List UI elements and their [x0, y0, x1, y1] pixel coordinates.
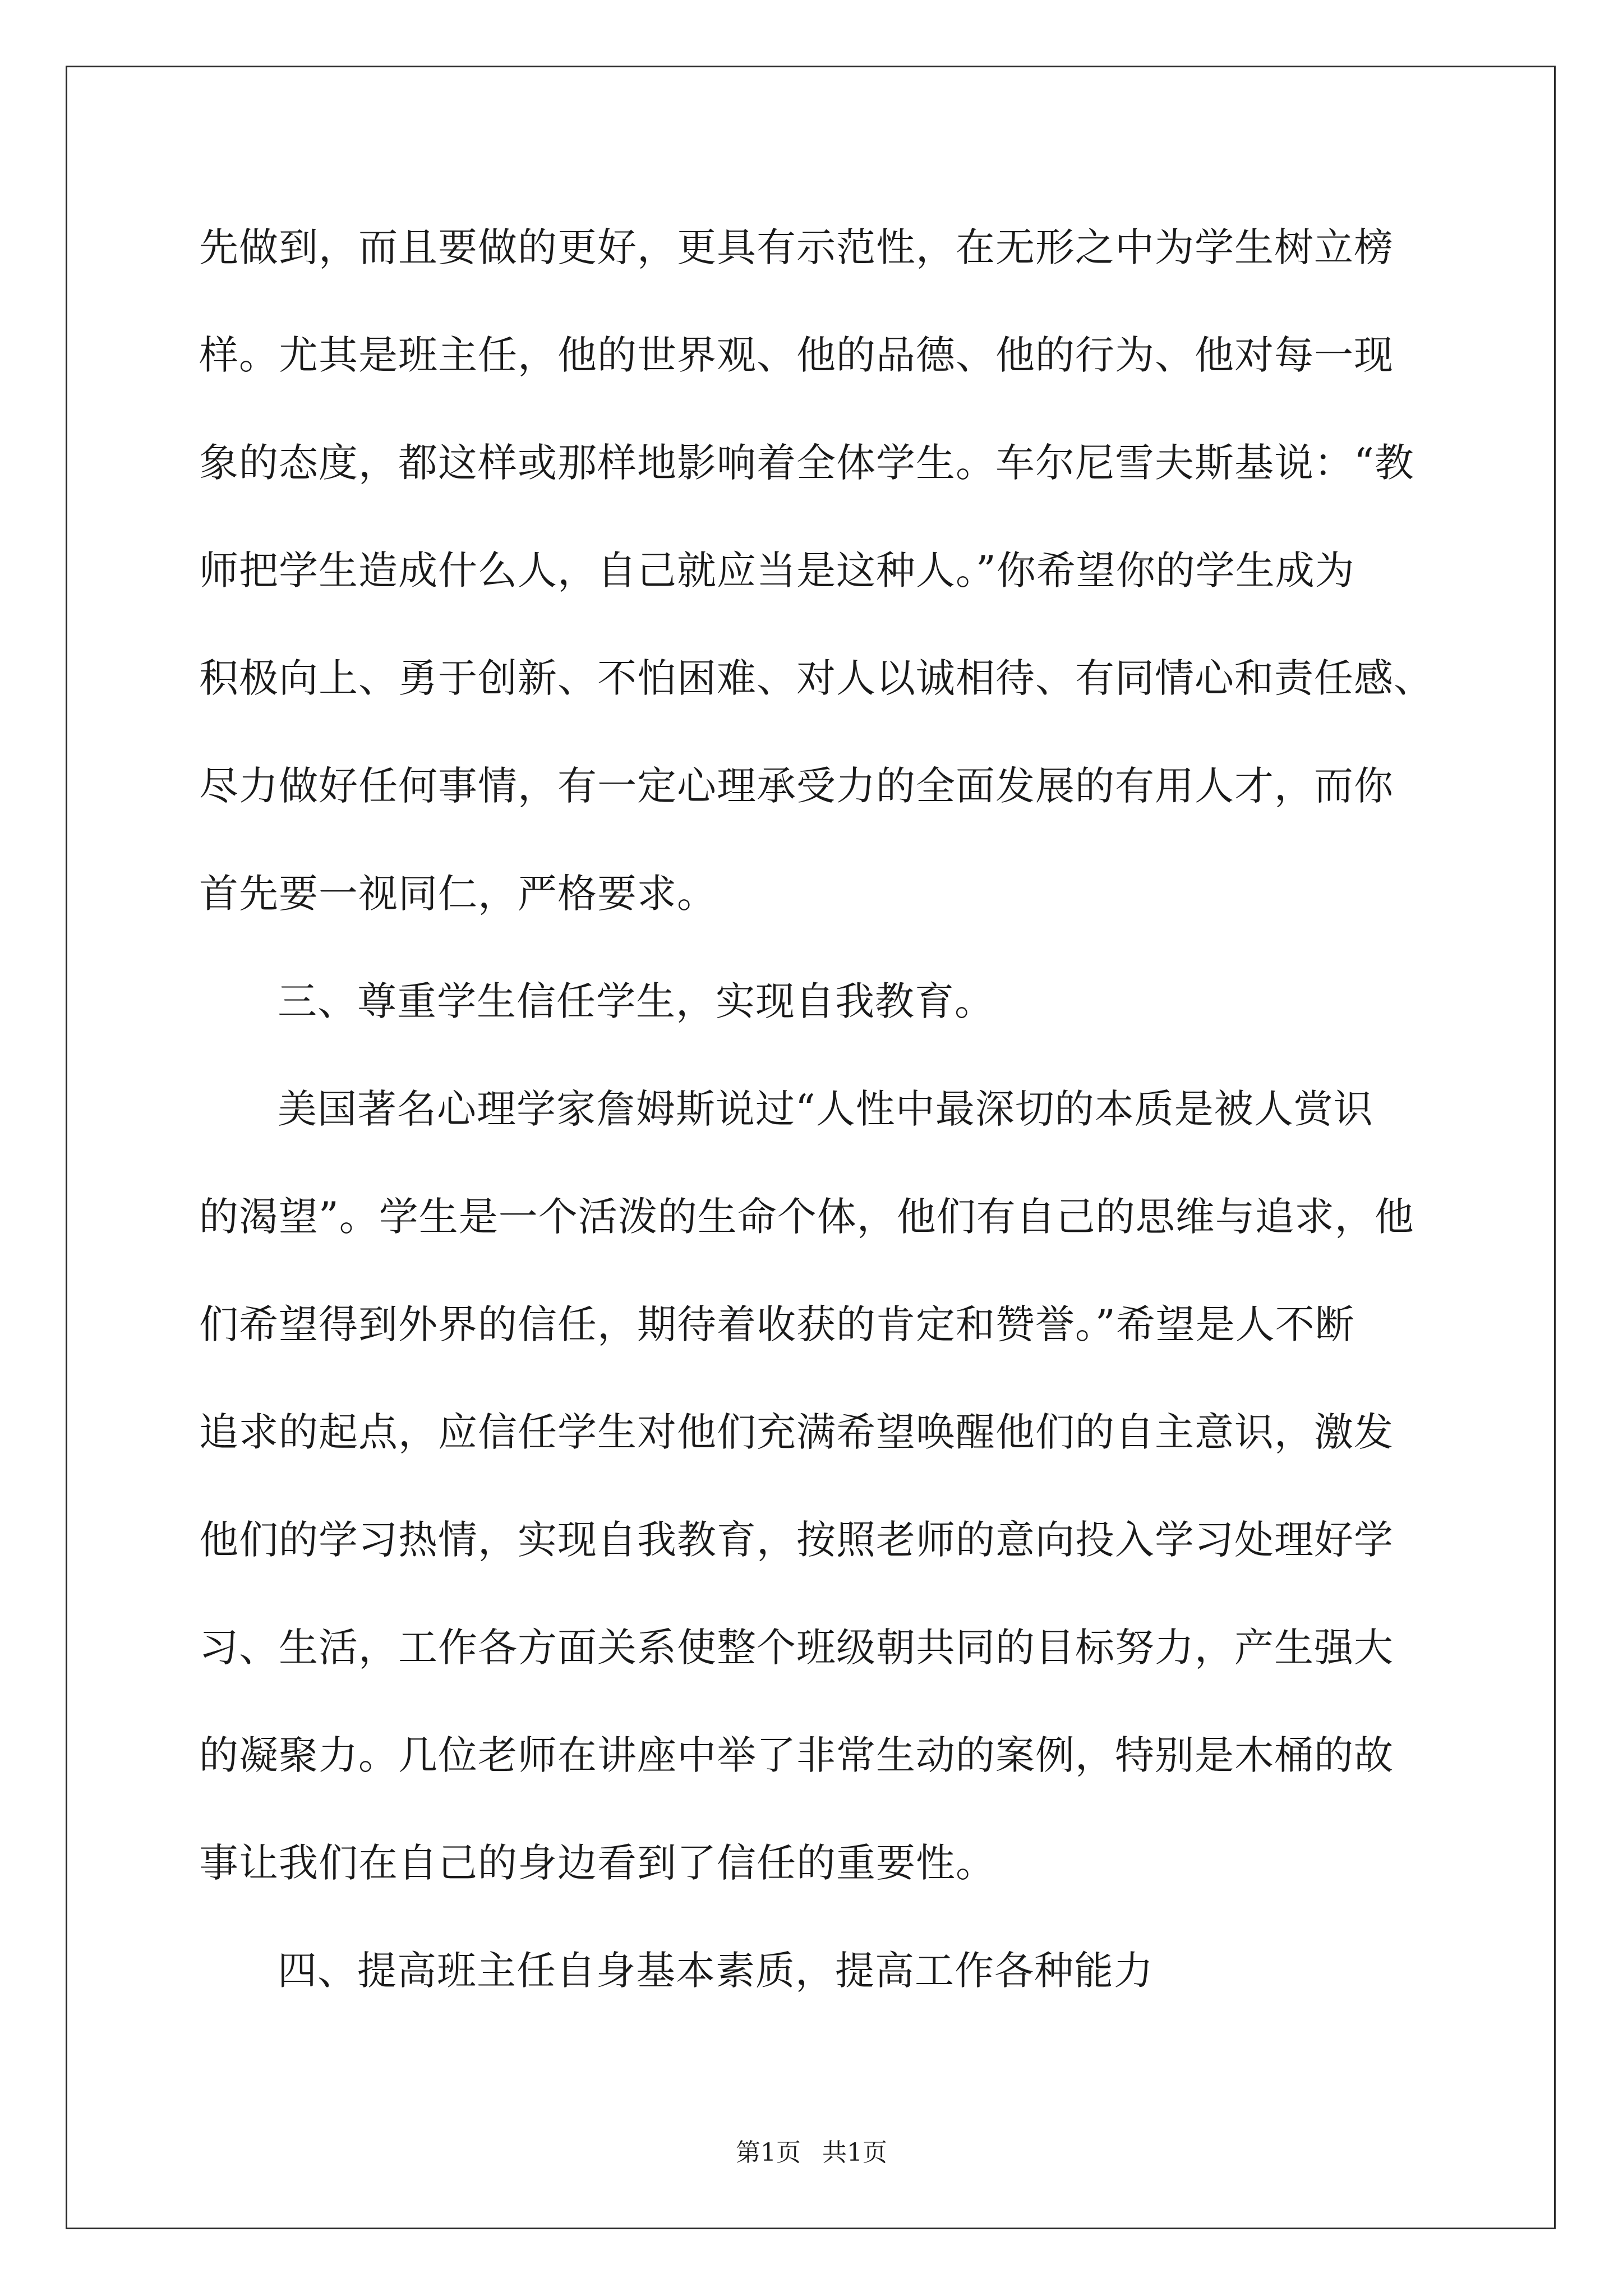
- paragraph-line: 先做到，而且要做的更好，更具有示范性，在无形之中为学生树立榜: [199, 224, 1394, 270]
- section-heading: 三、尊重学生信任学生，实现自我教育。: [278, 978, 994, 1024]
- paragraph-line: 们希望得到外界的信任，期待着收获的肯定和赞誉。”希望是人不断: [199, 1301, 1355, 1347]
- paragraph-line: 习、生活，工作各方面关系使整个班级朝共同的目标努力，产生强大: [199, 1625, 1394, 1671]
- paragraph-line: 事让我们在自己的身边看到了信任的重要性。: [199, 1840, 995, 1886]
- paragraph-line: 美国著名心理学家詹姆斯说过“人性中最深切的本质是被人赏识: [278, 1086, 1373, 1132]
- paragraph-line: 的凝聚力。几位老师在讲座中举了非常生动的案例，特别是木桶的故: [199, 1732, 1394, 1778]
- paragraph-line: 首先要一视同仁，严格要求。: [199, 871, 717, 917]
- paragraph-line: 象的态度，都这样或那样地影响着全体学生。车尔尼雪夫斯基说：“教: [199, 440, 1414, 486]
- page-total: 共1页: [822, 2138, 887, 2167]
- paragraph-line: 的渴望”。学生是一个活泼的生命个体，他们有自己的思维与追求，他: [199, 1194, 1414, 1240]
- page-number: 第1页: [736, 2138, 801, 2167]
- document-body: [199, 216, 1472, 2047]
- paragraph-line: 师把学生造成什么人，自己就应当是这种人。”你希望你的学生成为: [199, 547, 1355, 593]
- paragraph-line: 追求的起点，应信任学生对他们充满希望唤醒他们的自主意识，激发: [199, 1409, 1394, 1455]
- paragraph-line: 样。尤其是班主任，他的世界观、他的品德、他的行为、他对每一现: [199, 332, 1394, 378]
- section-heading: 四、提高班主任自身基本素质，提高工作各种能力: [278, 1948, 1154, 1994]
- paragraph-line: 积极向上、勇于创新、不怕困难、对人以诚相待、有同情心和责任感、: [199, 655, 1433, 701]
- paragraph-line: 他们的学习热情，实现自我教育，按照老师的意向投入学习处理好学: [199, 1517, 1394, 1563]
- paragraph-line: 尽力做好任何事情，有一定心理承受力的全面发展的有用人才，而你: [199, 763, 1394, 809]
- page-footer: [0, 2136, 1623, 2170]
